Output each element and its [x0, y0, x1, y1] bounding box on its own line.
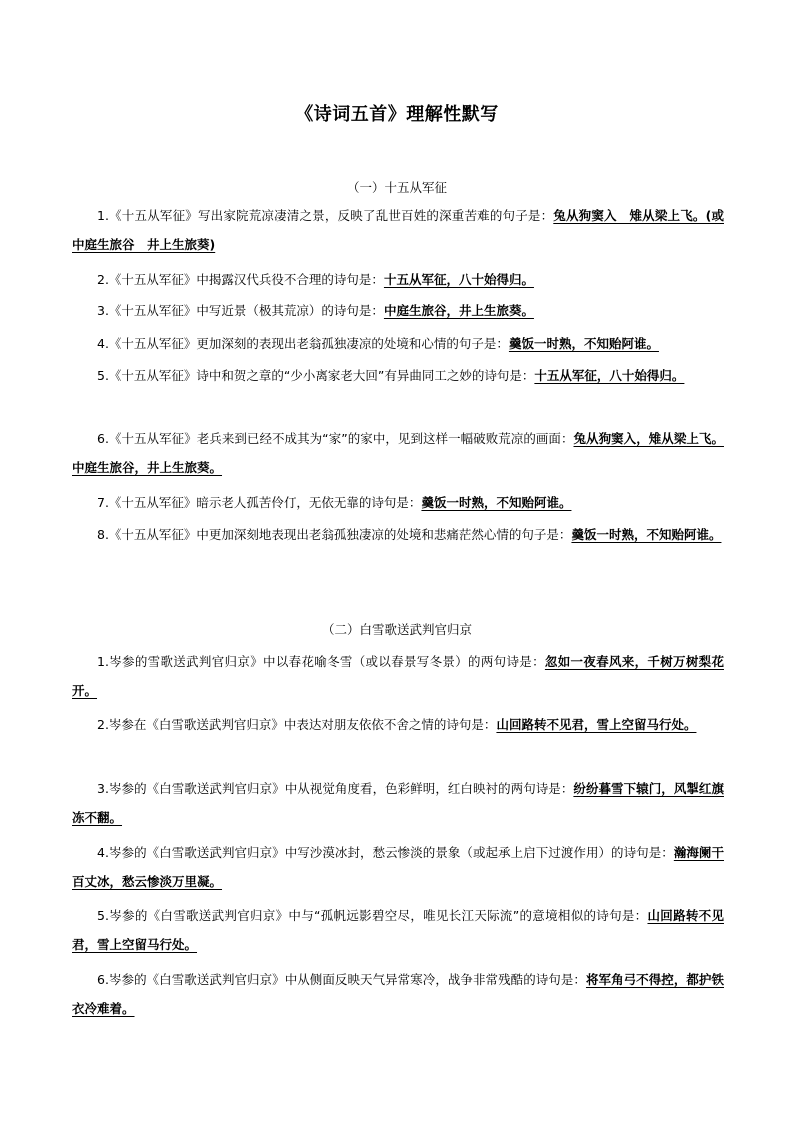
question-text: 4.《十五从军征》更加深刻的表现出老翁孤独凄凉的处境和心情的句子是：	[97, 336, 509, 351]
question-text: 3.岑参的《白雪歌送武判官归京》中从视觉角度看，色彩鲜明，红白映衬的两句诗是：	[97, 781, 574, 796]
list-item	[72, 521, 724, 550]
answer-text: 瀚海阑干百丈冰，愁云惨淡万里凝。	[72, 845, 724, 889]
document-title: 《诗词五首》理解性默写	[295, 104, 499, 125]
question-text: 3.《十五从军征》中写近景（极其荒凉）的诗句是：	[97, 303, 384, 318]
answer-text: 忽如一夜春风来，千树万树梨花开。	[72, 654, 724, 698]
answer-text: 羹饭一时熟，不知贻阿谁。	[421, 495, 572, 510]
question-text: 8.《十五从军征》中更加深刻地表现出老翁孤独凄凉的处境和悲痛茫然心情的句子是：	[97, 527, 572, 542]
answer-text: 羹饭一时熟，不知贻阿谁。	[571, 527, 722, 542]
list-item	[72, 425, 724, 482]
answer-text: 兔从狗窦入 雉从梁上飞。(或中庭生旅谷 井上生旅葵)	[72, 208, 724, 252]
list-item	[72, 966, 724, 1023]
list-item	[72, 839, 724, 896]
answer-text: 将军角弓不得控，都护铁衣冷难着。	[72, 972, 724, 1016]
question-text: 2.《十五从军征》中揭露汉代兵役不合理的诗句是：	[97, 272, 384, 287]
answer-text: 羹饭一时熟，不知贻阿谁。	[508, 336, 659, 351]
answer-text: 十五从军征，八十始得归。	[383, 272, 534, 287]
question-text: 1.岑参的雪歌送武判官归京》中以春花喻冬雪（或以春景写冬景）的两句诗是：	[97, 654, 545, 669]
answer-text: 山回路转不见君，雪上空留马行处。	[496, 717, 697, 732]
answer-text: 中庭生旅谷，井上生旅葵。	[383, 303, 534, 318]
list-item	[72, 648, 724, 705]
answer-text: 十五从军征，八十始得归。	[534, 368, 685, 383]
question-text: 6.《十五从军征》老兵来到已经不成其为“家”的家中，见到这样一幅破败荒凉的画面：	[97, 431, 574, 446]
answer-text: 纷纷暮雪下辕门，风掣红旗冻不翻。	[72, 781, 724, 825]
list-item	[72, 489, 724, 518]
list-item	[72, 202, 724, 259]
section-heading-2: （二）白雪歌送武判官归京	[321, 622, 472, 637]
answer-text: 山回路转不见君，雪上空留马行处。	[72, 908, 724, 952]
list-item	[72, 297, 724, 326]
question-text: 1.《十五从军征》写出家院荒凉凄清之景，反映了乱世百姓的深重苦难的句子是：	[97, 208, 554, 223]
list-item	[72, 775, 724, 832]
question-text: 5.《十五从军征》诗中和贺之章的“少小离家老大回”有异曲同工之妙的诗句是：	[97, 368, 535, 383]
question-text: 4.岑参的《白雪歌送武判官归京》中写沙漠冰封，愁云惨淡的景象（或起承上启下过渡作用）的诗句是：	[97, 845, 674, 860]
list-item	[72, 330, 724, 359]
list-item	[72, 362, 724, 391]
list-item	[72, 902, 724, 959]
list-item	[72, 266, 724, 295]
list-item	[72, 711, 724, 740]
answer-text: 兔从狗窦入，雉从梁上飞。中庭生旅谷，井上生旅葵。	[72, 431, 724, 475]
question-text: 6.岑参的《白雪歌送武判官归京》中从侧面反映天气异常寒冷，战争非常残酷的诗句是：	[97, 972, 586, 987]
section-heading-1: （一）十五从军征	[346, 180, 447, 195]
question-text: 5.岑参的《白雪歌送武判官归京》中与“孤帆远影碧空尽，唯见长江天际流”的意境相似的诗句是：	[97, 908, 648, 923]
question-text: 2.岑参在《白雪歌送武判官归京》中表达对朋友依依不舍之情的诗句是：	[97, 717, 497, 732]
question-text: 7.《十五从军征》暗示老人孤苦伶仃，无依无靠的诗句是：	[97, 495, 422, 510]
